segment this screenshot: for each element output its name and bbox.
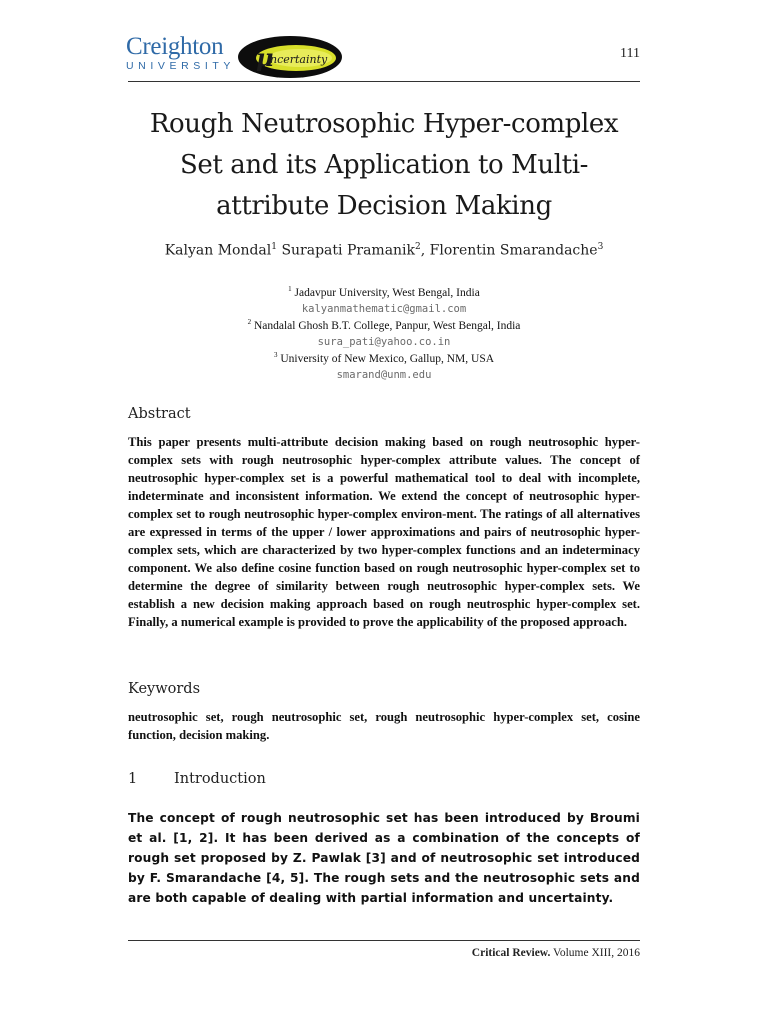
page-header (0, 0, 768, 82)
journal-volume: Volume XIII, 2016 (550, 947, 640, 959)
introduction-heading: Introduction (174, 771, 266, 787)
affiliation-email: kalyanmathematic@gmail.com (301, 303, 467, 316)
title-line: Rough Neutrosophic Hyper-complex (149, 109, 619, 139)
keywords-heading: Keywords (128, 681, 201, 697)
author-name: Florentin Smarandache (429, 242, 598, 259)
affiliation-superscript: 3 (273, 351, 278, 359)
abstract-heading: Abstract (128, 406, 191, 422)
author-list (128, 242, 640, 259)
logo-mu: μ (256, 43, 274, 72)
author-separator: , (420, 242, 430, 259)
author-superscript: 3 (597, 242, 604, 252)
introduction-text: The concept of rough neutrosophic set has been introduced by Broumi et al. [1, 2]. It has been derived as a combination of the concepts of rough set proposed by Z. Pawlak [3] and of neutrosophic set introduced by F. Smarandache [4, 5]. The rough sets and the neutrosophic sets and are both capable of dealing with partial information and uncertainty. (128, 811, 640, 905)
title-line: attribute Decision Making (216, 191, 552, 221)
header-rule (128, 81, 640, 82)
affiliation-email: smarand@unm.edu (336, 369, 432, 382)
keywords-text (128, 708, 640, 744)
affiliation-1 (128, 281, 640, 318)
affiliation-superscript: 1 (288, 285, 292, 293)
author-name: Surapati Pramanik (281, 242, 416, 259)
section-number: 1 (128, 771, 138, 787)
creighton-university-logo (126, 33, 236, 72)
affiliation-text: University of New Mexico, Gallup, NM, USA (280, 352, 495, 365)
affiliation-2 (128, 314, 640, 351)
uncertainty-logo (236, 34, 344, 80)
journal-name: Critical Review. (471, 947, 551, 959)
abstract-paragraph: This paper presents multi-attribute decision making based on rough neutrosophic hyper-complex sets with rough neutrosophic hyper-complex attribute values. The concept of neutrosophic hyper-complex set is a powerful mathematical tool to deal with incomplete, indeterminate and inconsistent information. We extend the concept of neutrosophic hyper-complex set to rough neutrosophic hyper-complex environ-ment. The ratings of all alternatives are expressed in terms of the upper / lower approximations and pairs of neutrosophic hyper-complex sets, which are characterized by two hyper-complex functions and an indeterminacy component. We also define cosine function based on rough neutrosophic hyper-complex set to determine the degree of similarity between rough neutrosophic hyper-complex sets. We establish a new decision making approach based on rough neutrosphic hyper-complex set. Finally, a numerical example is provided to prove the applicability of the proposed approach. (128, 435, 640, 629)
affiliation-text: Jadavpur University, West Bengal, India (294, 286, 480, 299)
page-footer (472, 947, 640, 959)
affiliation-text: Nandalal Ghosh B.T. College, Panpur, West Bengal, India (253, 319, 521, 332)
affiliation-3 (128, 347, 640, 384)
author-superscript: 1 (271, 242, 277, 252)
affiliation-institution (128, 314, 640, 334)
affiliation-superscript: 2 (247, 318, 252, 326)
footer-rule (128, 940, 640, 941)
page-number: 111 (620, 46, 640, 61)
author-superscript: 2 (415, 242, 421, 252)
abstract-text (128, 433, 640, 631)
affiliation-institution (128, 347, 640, 367)
affiliation-institution (128, 281, 640, 301)
logo-text: ncertainty (270, 53, 328, 66)
author-name: Kalyan Mondal (164, 242, 272, 259)
university-subtitle: UNIVERSITY (126, 60, 236, 72)
affiliation-email: sura_pati@yahoo.co.in (317, 336, 451, 349)
title-line: Set and its Application to Multi- (179, 150, 589, 180)
keywords-paragraph: neutrosophic set, rough neutrosophic set, rough neutrosophic hyper-complex set, cosine function, decision making. (128, 710, 640, 742)
university-name: Creighton (126, 33, 224, 60)
paper-title (112, 104, 656, 227)
